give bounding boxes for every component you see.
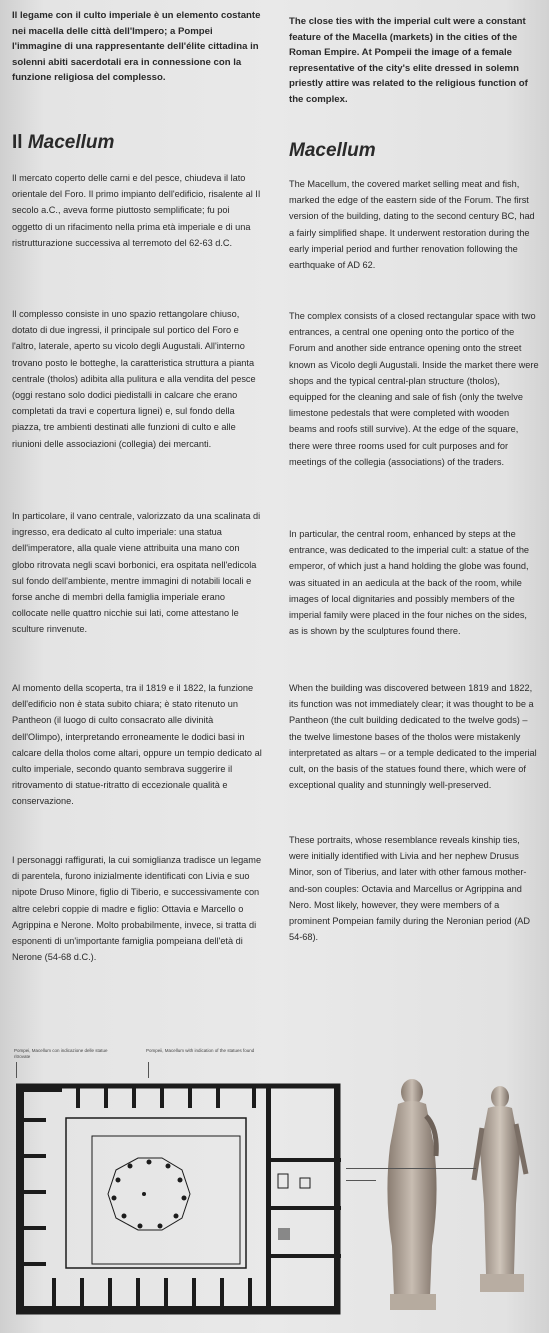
english-intro: The close ties with the imperial cult were a constant feature of the Macella (markets) in the cities of the Roman Empire. At Pompeii the image of a female representative of the city's elite dressed in solemn priestly attire was related to the religious function of the complex. bbox=[289, 16, 528, 105]
caption-leader-line bbox=[16, 1062, 17, 1078]
english-paragraph-5: These portraits, whose resemblance reveals kinship ties, were initially identified with Livia and her nephew Drusus Minor, son of Tiberius, and later with other famous mother-and-son couples: Octavia and Marcellus or Agrippina and Nero. Most likely, however, they were members of a prominent Pompeian family during the Neronian period (AD 54-68). bbox=[289, 835, 531, 943]
female-statue-icon bbox=[376, 1076, 448, 1316]
figure-area bbox=[0, 1040, 549, 1333]
italian-heading-italic: Macellum bbox=[27, 132, 115, 153]
italian-paragraph-5: I personaggi raffigurati, la cui somiglianza tradisce un legame di parentela, furono inizialmente identificati con Livia e suo nipote Druso Minore, figlio di Tiberio, e successivamente con altre celebri coppie di madre e figlio: Ottavia e Marcello o Agrippina e Nerone. Molto probabilmente, invece, si tratta di esponenti di un'importante famiglia pompeiana dell'età di Nerone (54-68 d.C.). bbox=[12, 855, 262, 963]
caption-english: Pompeii, Macellum with indication of the statues found bbox=[146, 1048, 255, 1053]
italian-paragraph-4: Al momento della scoperta, tra il 1819 e il 1822, la funzione dell'edificio non è stata subito chiara; è stato ritenuto un Pantheon (il luogo di culto consacrato alle divinità dell'Olimpo), interpretando erroneamente le dodici basi in calcare della tholos come altari, oppure un tempio dedicato al culto imperiale, secondo quanto sembrava suggerire il ritrovamento di statue-ritratto di eccezionale qualità e conservazione. bbox=[12, 683, 262, 807]
english-paragraph-3: In particular, the central room, enhanced by steps at the entrance, was dedicated to the imperial cult: a statue of the emperor, of which just a hand holding the globe was found, was situated in an aedicula at the back of the room, while images of local dignitaries and possibly members of the imperial family were placed in the four niches on the sides, as is shown by the sculptures found there. bbox=[289, 529, 530, 637]
statue-pointer-line bbox=[346, 1168, 476, 1169]
italian-intro: Il legame con il culto imperiale è un elemento costante nei macella delle città dell'Impero; a Pompei l'immagine di una rappresentante dell'élite cittadina in solenni abiti sacerdotali era in connessione con la funzione religiosa del complesso. bbox=[12, 10, 261, 83]
male-statue-icon bbox=[470, 1084, 534, 1300]
caption-leader-line bbox=[148, 1062, 149, 1078]
english-heading: Macellum bbox=[289, 140, 376, 161]
italian-paragraph-3: In particolare, il vano centrale, valorizzato da una scalinata di ingresso, era dedicato al culto imperiale: una statua dell'imperatore, alla quale viene attribuita una mano con globo ritrovata negli scavi borbonici, era ospitata nell'edicola sul fondo dell'ambiente, mentre immagini di notabili locali e forse anche di membri della famiglia imperiale erano collocate nelle quattro nicchie sui lati, come attestano le sculture rinvenute. bbox=[12, 511, 261, 635]
floor-plan-icon bbox=[16, 1078, 346, 1318]
statue-pointer-line bbox=[346, 1180, 376, 1181]
english-paragraph-4: When the building was discovered between 1819 and 1822, its function was not immediately clear; it was thought to be a Pantheon (the cult building dedicated to the twelve gods) – the twelve limestone bases of the tholos were mistakenly interpretated as altars – or a temple dedicated to the imperial cult, on the basis of the statues found there, which were of exceptional quality and stunningly well-preserved. bbox=[289, 683, 537, 791]
italian-heading: Il Macellum bbox=[12, 132, 115, 153]
italian-paragraph-2: Il complesso consiste in uno spazio rettangolare chiuso, dotato di due ingressi, il principale sul portico del Foro e l'altro, laterale, aperto su vicolo degli Augustali. All'interno trovano posto le botteghe, la caratteristica struttura a pianta centrale (tholos) adibita alla pulitura e alla vendita del pesce (oggi restano solo dodici piedistalli in calcare che erano completati da travi e copertura lignei) e, sul fondo della piazza, tre ambienti destinati alle funzioni di culto e alle riunioni delle associazioni (collegia) dei mercanti. bbox=[12, 309, 256, 449]
english-paragraph-2: The complex consists of a closed rectangular space with two entrances, a central one opening onto the portico of the Forum and another side entrance opening onto the street known as Vicolo degli Augustali. Inside the market there were shops and the typical central-plan structure (tholos), equipped for the cleaning and sale of fish (only the twelve limestone pedestals that were completed with wooden beams and roofs still survive). At the edge of the square, there were three rooms used for cult purposes and for meetings of the collegia (associations) of the traders. bbox=[289, 311, 539, 467]
caption-italian: Pompei, Macellum con indicazione delle statue ritrovate bbox=[14, 1048, 108, 1059]
italian-paragraph-1: Il mercato coperto delle carni e del pesce, chiudeva il lato orientale del Foro. Il primo impianto dell'edificio, risalente al II secolo a.C., aveva forme piuttosto semplificate; fu poi oggetto di un rifacimento nella prima età imperiale e di una ristrutturazione successiva al terremoto del 62-63 d.C. bbox=[12, 173, 261, 248]
english-paragraph-1: The Macellum, the covered market selling meat and fish, marked the edge of the eastern side of the Forum. The first version of the building, dating to the second century BC, had a fairly simplified shape. It underwent restoration during the early imperial period and further renovation following the earthquake of AD 62. bbox=[289, 179, 535, 271]
